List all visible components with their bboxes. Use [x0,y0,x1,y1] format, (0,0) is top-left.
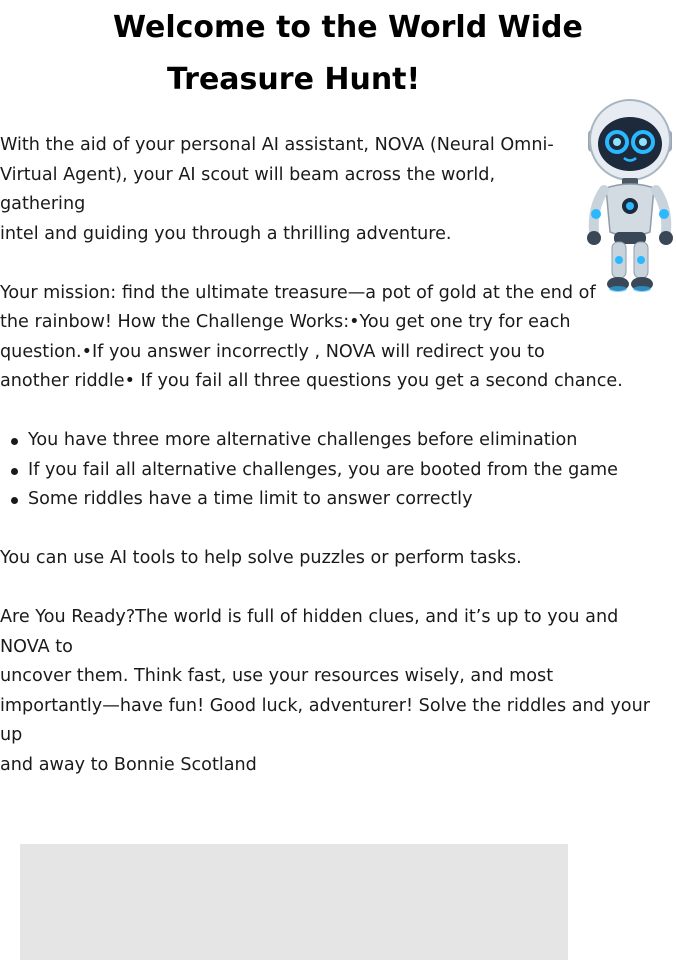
content [0,131,670,810]
mission-paragraph: Your mission: find the ultimate treasure—a pot of gold at the end of the rainbow! How the Challenge Works:•You get one try for each question.•If you answer incorrectly , NOVA will redirect you to another riddle• If you fail all three questions you get a second chance. [0,282,623,391]
list-item: You have three more alternative challenges before elimination [28,426,670,456]
list-item: Some riddles have a time limit to answer correctly [28,485,670,515]
gray-panel [20,844,568,960]
page-title-line-1: Welcome to the World Wide [113,10,583,45]
intro-paragraph: With the aid of your personal AI assistant, NOVA (Neural Omni- Virtual Agent), your AI scout will beam across the world, gathering intel and guiding you through a thrilling adventure. [0,135,554,244]
closing-paragraph: Are You Ready?The world is full of hidden clues, and it’s up to you and NOVA to uncover them. Think fast, use your resources wisely, and most importantly—have fun! Good luck, adventurer! Solve the riddles and your up and away to Bonnie Scotland [0,607,650,775]
page-title-line-2: Treasure Hunt! [167,62,421,97]
tools-paragraph: You can use AI tools to help solve puzzles or perform tasks. [0,548,522,568]
list-item: If you fail all alternative challenges, you are booted from the game [28,456,670,486]
rules-list [0,426,670,515]
robot-mascot-icon [584,92,676,294]
page-title [0,2,676,106]
